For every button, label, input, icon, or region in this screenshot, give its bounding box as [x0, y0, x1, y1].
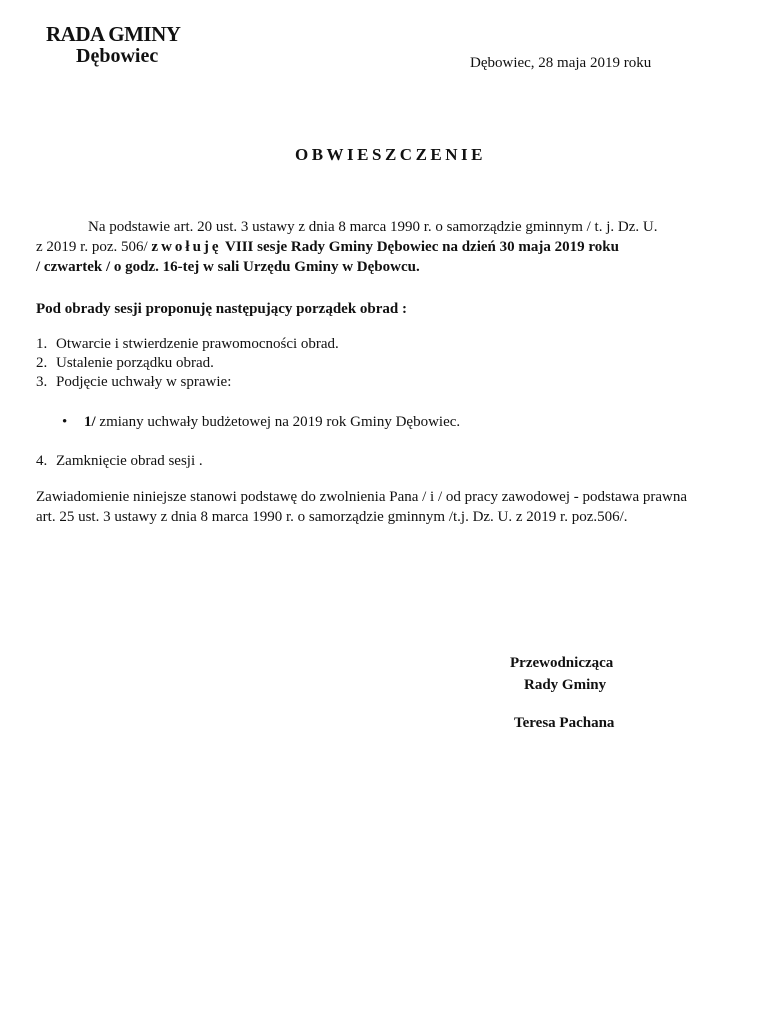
list-item-text: Podjęcie uchwały w sprawie:	[56, 374, 232, 390]
municipality-name: Dębowiec	[76, 45, 159, 67]
sub-item	[62, 414, 460, 431]
list-item-text: Ustalenie porządku obrad.	[56, 355, 214, 371]
council-name: RADA GMINY	[46, 22, 181, 46]
agenda-intro: Pod obrady sesji proponuję następujący porządek obrad :	[36, 301, 408, 317]
document-title: OBWIESZCZENIE	[295, 145, 486, 164]
sub-item-text: zmiany uchwały budżetowej na 2019 rok Gminy Dębowiec.	[95, 414, 461, 430]
place-date: Dębowiec, 28 maja 2019 roku	[470, 55, 652, 71]
notice-paragraph	[36, 487, 687, 527]
list-item-number: 2.	[36, 355, 48, 371]
signature-role: Przewodnicząca	[510, 655, 614, 671]
signature-body: Rady Gminy	[524, 677, 607, 693]
list-item	[36, 354, 339, 373]
intro-line-2	[36, 237, 750, 257]
list-item-number: 3.	[36, 374, 48, 390]
list-item	[36, 373, 339, 392]
intro-paragraph	[36, 217, 750, 277]
list-item-text: Otwarcie i stwierdzenie prawomocności obrad.	[56, 336, 339, 352]
sub-item-number: 1/	[84, 414, 96, 430]
intro-line-1: Na podstawie art. 20 ust. 3 ustawy z dnia 8 marca 1990 r. o samorządzie gminnym / t. j. Dz. U.	[88, 219, 658, 235]
list-item	[36, 453, 203, 470]
notice-line-2: art. 25 ust. 3 ustawy z dnia 8 marca 1990 r. o samorządzie gminnym /t.j. Dz. U. z 2019 r. poz.506/.	[36, 509, 628, 525]
list-item-number: 4.	[36, 453, 48, 469]
list-item	[36, 335, 339, 354]
intro-session-details: VIII sesje Rady Gminy Dębowiec na dzień 30 maja 2019 roku	[221, 239, 619, 255]
agenda-list	[36, 335, 339, 392]
intro-line-2-ref: z 2019 r. poz. 506/	[36, 239, 152, 255]
intro-line-3: / czwartek / o godz. 16-tej w sali Urzędu Gminy w Dębowcu.	[36, 259, 420, 275]
notice-line-1: Zawiadomienie niniejsze stanowi podstawę do zwolnienia Pana / i / od pracy zawodowej - podstawa prawna	[36, 489, 688, 505]
signature-name: Teresa Pachana	[514, 715, 615, 731]
list-item-text: Zamknięcie obrad sesji .	[56, 453, 203, 469]
bullet-icon: •	[62, 414, 68, 430]
list-item-number: 1.	[36, 336, 48, 352]
intro-convene-word: zwołuję	[151, 239, 222, 255]
